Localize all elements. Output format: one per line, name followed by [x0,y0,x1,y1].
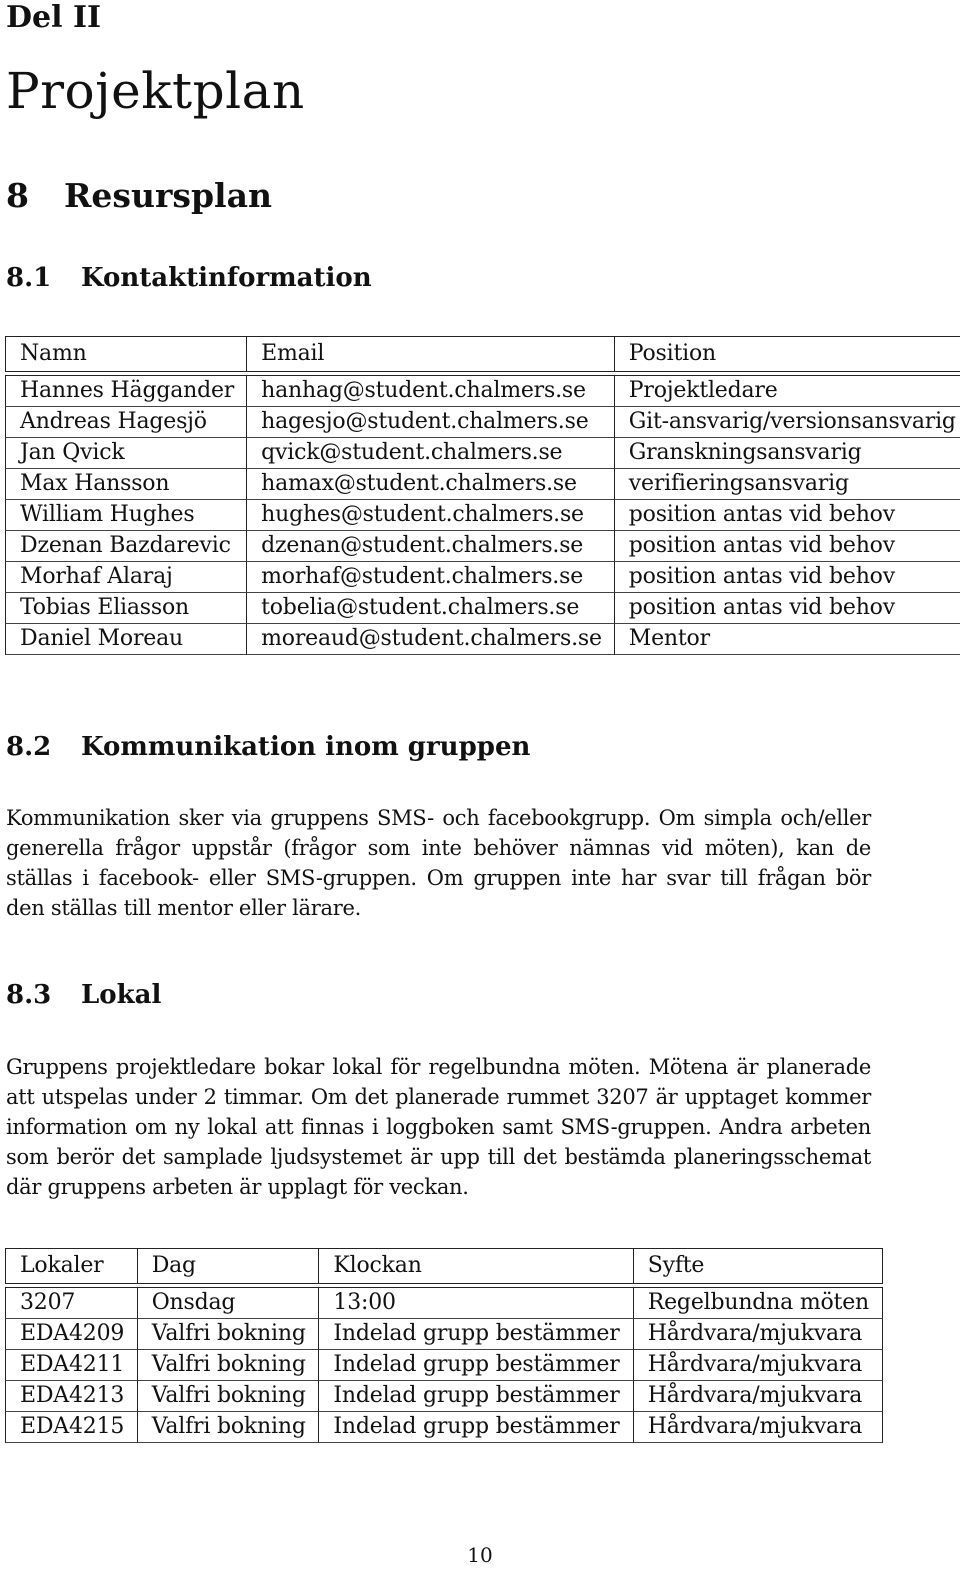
rooms-header-row [5,1248,883,1284]
rooms-cell: Valfri bokning [137,1319,319,1350]
contacts-row [5,531,960,562]
contacts-row [5,593,960,624]
subsection-number: 8.1 [6,263,52,293]
subsection-heading-contacts [6,263,372,293]
rooms-column-header: Dag [137,1248,319,1284]
rooms-column-header: Klockan [318,1248,632,1284]
rooms-cell: 3207 [5,1287,137,1319]
rooms-cell: Hårdvara/mjukvara [633,1412,883,1443]
contacts-row [5,624,960,655]
contacts-row [5,500,960,531]
page-number: 10 [467,1543,493,1567]
contacts-cell: Daniel Moreau [5,624,246,655]
contacts-cell: hanhag@student.chalmers.se [246,375,614,407]
subsection-number: 8.2 [6,732,52,762]
rooms-row [5,1319,883,1350]
rooms-cell: Valfri bokning [137,1381,319,1412]
rooms-cell: Onsdag [137,1287,319,1319]
contacts-cell: Git-ansvarig/versionsansvarig [614,407,960,438]
subsection-heading-communication [6,732,530,762]
location-paragraph: Gruppens projektledare bokar lokal för regelbundna möten. Mötena är planerade att utspelas under 2 timmar. Om det planerade rummet 3207 är upptaget kommer information om ny lokal att finnas i loggboken samt SMS-gruppen. Andra arbeten som berör det samplade ljudsystemet är upp till det bestämda planeringsschemat där gruppens arbeten är upplagt för veckan. [6,1055,871,1199]
rooms-row [5,1350,883,1381]
rooms-cell: Valfri bokning [137,1350,319,1381]
contacts-cell: William Hughes [5,500,246,531]
rooms-row [5,1287,883,1319]
rooms-cell: EDA4211 [5,1350,137,1381]
contacts-cell: hamax@student.chalmers.se [246,469,614,500]
rooms-column-header: Lokaler [5,1248,137,1284]
section-title: Resursplan [64,176,272,215]
contacts-cell: Projektledare [614,375,960,407]
rooms-cell: EDA4215 [5,1412,137,1443]
rooms-cell: Indelad grupp bestämmer [318,1319,632,1350]
section-heading [6,176,272,215]
contacts-cell: position antas vid behov [614,593,960,624]
contacts-cell: Morhaf Alaraj [5,562,246,593]
contacts-column-header: Email [246,336,614,372]
subsection-title: Kontaktinformation [81,263,372,293]
contacts-row [5,407,960,438]
contacts-row [5,469,960,500]
contacts-column-header: Namn [5,336,246,372]
rooms-cell: Indelad grupp bestämmer [318,1412,632,1443]
rooms-cell: Regelbundna möten [633,1287,883,1319]
contacts-cell: Max Hansson [5,469,246,500]
contacts-cell: morhaf@student.chalmers.se [246,562,614,593]
rooms-row [5,1412,883,1443]
contacts-column-header: Position [614,336,960,372]
rooms-cell: 13:00 [318,1287,632,1319]
subsection-heading-location [6,980,161,1010]
rooms-table [5,1248,883,1443]
contacts-cell: Granskningsansvarig [614,438,960,469]
contacts-cell: hughes@student.chalmers.se [246,500,614,531]
rooms-cell: Indelad grupp bestämmer [318,1381,632,1412]
rooms-cell: Hårdvara/mjukvara [633,1381,883,1412]
rooms-row [5,1381,883,1412]
contacts-cell: position antas vid behov [614,500,960,531]
contacts-cell: hagesjo@student.chalmers.se [246,407,614,438]
contacts-header-row [5,336,960,372]
rooms-cell: Hårdvara/mjukvara [633,1319,883,1350]
contacts-row [5,562,960,593]
contacts-table [5,336,960,655]
rooms-cell: Hårdvara/mjukvara [633,1350,883,1381]
contacts-cell: Tobias Eliasson [5,593,246,624]
contacts-cell: dzenan@student.chalmers.se [246,531,614,562]
rooms-cell: Valfri bokning [137,1412,319,1443]
rooms-cell: EDA4209 [5,1319,137,1350]
contacts-cell: verifieringsansvarig [614,469,960,500]
contacts-cell: position antas vid behov [614,562,960,593]
contacts-row [5,375,960,407]
contacts-cell: Dzenan Bazdarevic [5,531,246,562]
rooms-column-header: Syfte [633,1248,883,1284]
subsection-number: 8.3 [6,980,52,1010]
contacts-cell: Hannes Häggander [5,375,246,407]
rooms-cell: Indelad grupp bestämmer [318,1350,632,1381]
page-title: Projektplan [6,62,305,120]
contacts-cell: tobelia@student.chalmers.se [246,593,614,624]
subsection-title: Kommunikation inom gruppen [81,732,531,762]
communication-paragraph: Kommunikation sker via gruppens SMS- och facebookgrupp. Om simpla och/eller generella frågor uppstår (frågor som inte behöver nämnas vid möten), kan de ställas i facebook- eller SMS-gruppen. Om gruppen inte har svar till frågan bör den ställas till mentor eller lärare. [6,806,871,920]
contacts-cell: position antas vid behov [614,531,960,562]
subsection-title: Lokal [81,980,162,1010]
part-label: Del II [6,0,102,35]
section-number: 8 [6,176,29,215]
contacts-cell: Jan Qvick [5,438,246,469]
contacts-cell: moreaud@student.chalmers.se [246,624,614,655]
contacts-cell: qvick@student.chalmers.se [246,438,614,469]
contacts-row [5,438,960,469]
contacts-cell: Andreas Hagesjö [5,407,246,438]
contacts-cell: Mentor [614,624,960,655]
rooms-cell: EDA4213 [5,1381,137,1412]
